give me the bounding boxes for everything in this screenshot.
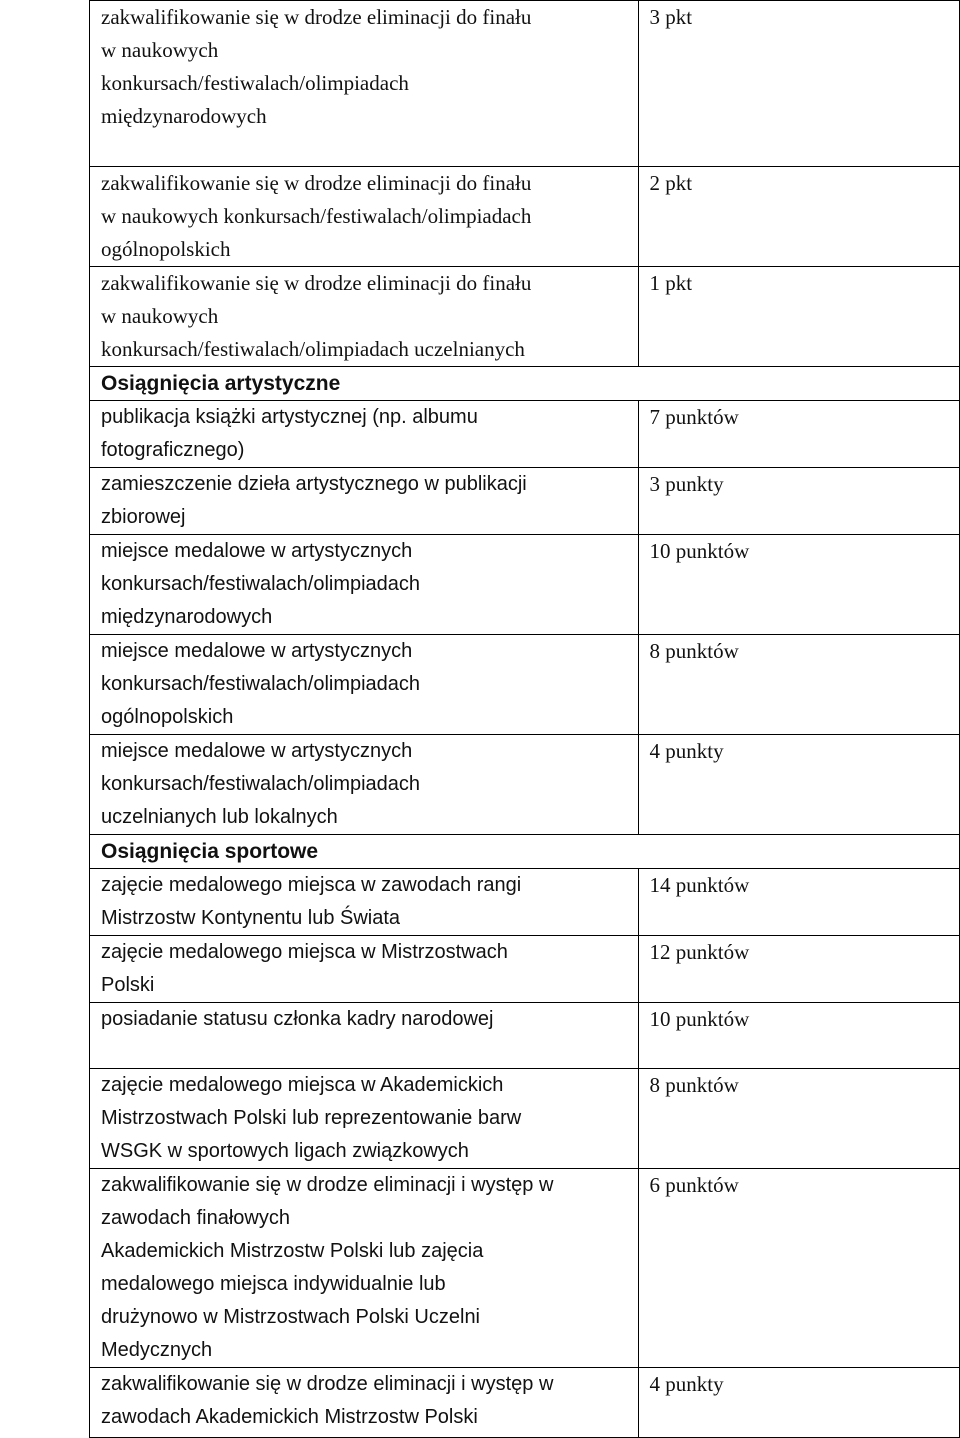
criterion-line: miejsce medalowe w artystycznych	[101, 640, 413, 662]
points-value: 4 punkty	[649, 1372, 724, 1396]
table-row	[90, 1368, 960, 1438]
points-value: 4 punkty	[649, 739, 724, 763]
table-row	[90, 1003, 960, 1069]
criterion-line: międzynarodowych	[101, 104, 267, 128]
section-heading-row	[90, 367, 960, 401]
scoring-table	[89, 0, 960, 1438]
points-cell	[638, 1069, 959, 1169]
criterion-line: publikacja książki artystycznej (np. albumu	[101, 406, 478, 428]
criterion-line: ogólnopolskich	[101, 237, 231, 261]
criterion-line: zajęcie medalowego miejsca w Akademickich	[101, 1074, 504, 1096]
table-row	[90, 267, 960, 367]
criterion-line: ogólnopolskich	[101, 706, 234, 728]
points-value: 2 pkt	[649, 171, 693, 195]
points-cell	[638, 936, 959, 1003]
criterion-line: konkursach/festiwalach/olimpiadach uczelnianych	[101, 337, 525, 361]
criterion-cell	[90, 735, 639, 835]
table-row	[90, 869, 960, 936]
criterion-line: zajęcie medalowego miejsca w Mistrzostwach	[101, 941, 508, 963]
table-row	[90, 936, 960, 1003]
criterion-line: zamieszczenie dzieła artystycznego w publikacji	[101, 473, 527, 495]
section-heading-row	[90, 835, 960, 869]
criterion-line: konkursach/festiwalach/olimpiadach	[101, 71, 409, 95]
table-row	[90, 468, 960, 535]
criterion-line: zbiorowej	[101, 506, 186, 528]
criterion-cell	[90, 1368, 639, 1438]
criterion-line: Polski	[101, 974, 155, 996]
criterion-line: WSGK w sportowych ligach związkowych	[101, 1140, 469, 1162]
criterion-line: Medycznych	[101, 1339, 213, 1361]
criterion-line: miejsce medalowe w artystycznych	[101, 540, 413, 562]
criterion-line: zakwalifikowanie się w drodze eliminacji do finału	[101, 5, 532, 29]
points-cell	[638, 1003, 959, 1069]
criterion-line: konkursach/festiwalach/olimpiadach	[101, 673, 421, 695]
criterion-cell	[90, 936, 639, 1003]
points-value: 12 punktów	[649, 940, 750, 964]
table-row	[90, 735, 960, 835]
criterion-line: zakwalifikowanie się w drodze eliminacji do finału	[101, 171, 532, 195]
points-value: 3 punkty	[649, 472, 724, 496]
criterion-line: zajęcie medalowego miejsca w zawodach rangi	[101, 874, 522, 896]
criterion-cell	[90, 1003, 639, 1069]
criterion-line: w naukowych	[101, 38, 219, 62]
criterion-cell	[90, 1169, 639, 1368]
criterion-cell	[90, 535, 639, 635]
criterion-line: zawodach Akademickich Mistrzostw Polski	[101, 1406, 478, 1428]
points-cell	[638, 167, 959, 267]
table-row	[90, 401, 960, 468]
table-row	[90, 1169, 960, 1368]
section-heading-cell	[90, 367, 960, 401]
table-row	[90, 1069, 960, 1169]
criterion-line: Mistrzostw Kontynentu lub Świata	[101, 907, 401, 929]
criterion-cell	[90, 1, 639, 167]
section-heading-cell	[90, 835, 960, 869]
criterion-cell	[90, 869, 639, 936]
table-row	[90, 1, 960, 167]
criterion-line: w naukowych konkursach/festiwalach/olimpiadach	[101, 204, 532, 228]
points-value: 8 punktów	[649, 1073, 739, 1097]
table-row	[90, 167, 960, 267]
points-cell	[638, 1, 959, 167]
criterion-line: miejsce medalowe w artystycznych	[101, 740, 413, 762]
table-row	[90, 635, 960, 735]
points-value: 1 pkt	[649, 271, 693, 295]
criterion-line: zakwalifikowanie się w drodze eliminacji i występ w	[101, 1373, 554, 1395]
criterion-line: posiadanie statusu członka kadry narodowej	[101, 1008, 494, 1030]
criterion-cell	[90, 468, 639, 535]
criterion-cell	[90, 401, 639, 468]
points-value: 14 punktów	[649, 873, 750, 897]
points-value: 10 punktów	[649, 1007, 750, 1031]
criterion-line: konkursach/festiwalach/olimpiadach	[101, 573, 421, 595]
criterion-line: drużynowo w Mistrzostwach Polski Uczelni	[101, 1306, 481, 1328]
points-cell	[638, 267, 959, 367]
criterion-cell	[90, 167, 639, 267]
section-heading-artistic: Osiągnięcia artystyczne	[101, 372, 341, 395]
points-cell	[638, 1169, 959, 1368]
criterion-line: Akademickich Mistrzostw Polski lub zajęcia	[101, 1240, 484, 1262]
criterion-cell	[90, 1069, 639, 1169]
points-value: 3 pkt	[649, 5, 693, 29]
points-cell	[638, 468, 959, 535]
points-cell	[638, 401, 959, 468]
points-cell	[638, 635, 959, 735]
criterion-line: uczelnianych lub lokalnych	[101, 806, 338, 828]
criterion-line: fotograficznego)	[101, 439, 245, 461]
points-value: 10 punktów	[649, 539, 750, 563]
points-cell	[638, 1368, 959, 1438]
criterion-cell	[90, 267, 639, 367]
criterion-cell	[90, 635, 639, 735]
criterion-line: zakwalifikowanie się w drodze eliminacji i występ w	[101, 1174, 554, 1196]
table-row	[90, 535, 960, 635]
section-heading-sport: Osiągnięcia sportowe	[101, 840, 319, 863]
points-cell	[638, 869, 959, 936]
criterion-line: międzynarodowych	[101, 606, 273, 628]
criterion-line: zakwalifikowanie się w drodze eliminacji do finału	[101, 271, 532, 295]
criterion-line: konkursach/festiwalach/olimpiadach	[101, 773, 421, 795]
criterion-line: medalowego miejsca indywidualnie lub	[101, 1273, 446, 1295]
points-cell	[638, 535, 959, 635]
points-cell	[638, 735, 959, 835]
points-value: 8 punktów	[649, 639, 739, 663]
criterion-line: Mistrzostwach Polski lub reprezentowanie barw	[101, 1107, 522, 1129]
criterion-line: w naukowych	[101, 304, 219, 328]
points-value: 6 punktów	[649, 1173, 739, 1197]
criterion-line: zawodach finałowych	[101, 1207, 290, 1229]
points-value: 7 punktów	[649, 405, 739, 429]
